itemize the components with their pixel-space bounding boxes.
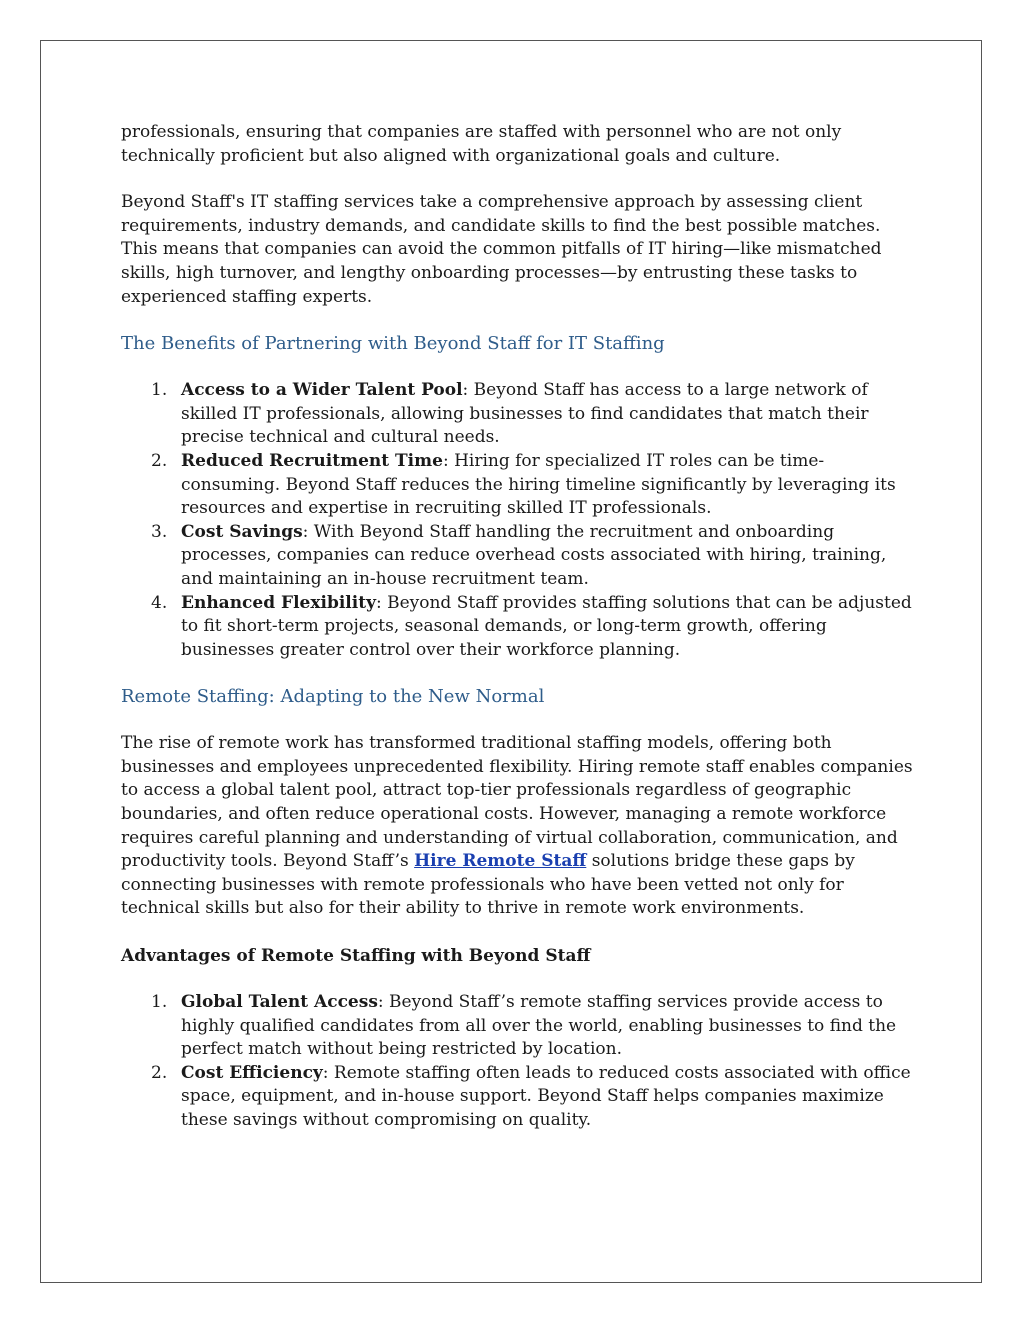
remote-heading: Remote Staffing: Adapting to the New Normal — [121, 686, 545, 708]
list-item-text: : Beyond Staff has access to a large network of skilled IT professionals, allowing businesses to find candidates that match their precise technical and cultural needs. — [181, 380, 869, 448]
list-item-title: Cost Efficiency — [181, 1062, 323, 1083]
list-item-text: : Beyond Staff’s remote staffing services provide access to highly qualified candidates from all over the world, enabling businesses to find the perfect match without being restricted by location. — [181, 992, 897, 1060]
list-item-text: : Hiring for specialized IT roles can be time-consuming. Beyond Staff reduces the hiring timeline significantly by leveraging its resources and expertise in recruiting skilled IT professionals. — [181, 450, 896, 519]
remote-paragraph — [121, 732, 921, 921]
list-number: 1. — [151, 380, 168, 401]
document-body — [121, 121, 921, 1133]
list-item-text: : Remote staffing often leads to reduced costs associated with office space, equipment, and in-house support. Beyond Staff helps companies maximize these savings without compromising on quality. — [181, 1062, 911, 1130]
advantages-list — [121, 991, 921, 1133]
benefits-heading: The Benefits of Partnering with Beyond Staff for IT Staffing — [121, 333, 665, 355]
list-item-text: : Beyond Staff provides staffing solutions that can be adjusted to fit short-term projects, seasonal demands, or long-term growth, offering businesses greater control over their workforce planning. — [181, 592, 912, 660]
hire-remote-staff-link[interactable]: Hire Remote Staff — [414, 851, 587, 872]
list-item — [121, 450, 921, 521]
list-item-title: Access to a Wider Talent Pool — [181, 380, 463, 401]
list-item-title: Reduced Recruitment Time — [181, 450, 443, 471]
advantages-heading: Advantages of Remote Staffing with Beyond Staff — [121, 946, 591, 967]
list-number: 3. — [151, 521, 168, 542]
list-item — [121, 991, 921, 1062]
list-number: 2. — [151, 1062, 168, 1083]
list-item — [121, 1062, 921, 1133]
list-item — [121, 592, 921, 663]
list-item — [121, 379, 921, 450]
list-number: 1. — [151, 992, 168, 1013]
remote-paragraph-text-after: solutions bridge these gaps by connecting businesses with remote professionals who have been vetted not only for technical skills but also for their ability to thrive in remote work environments. — [121, 851, 855, 919]
list-item-text: : With Beyond Staff handling the recruitment and onboarding processes, companies can reduce overhead costs associated with hiring, training, and maintaining an in-house recruitment team. — [181, 521, 887, 589]
remote-paragraph-text-before: The rise of remote work has transformed traditional staffing models, offering both businesses and employees unprecedented flexibility. Hiring remote staff enables companies to access a global talent pool, attract top-tier professionals regardless of geographic boundaries, and often reduce operational costs. However, managing a remote workforce requires careful planning and understanding of virtual collaboration, communication, and productivity tools. Beyond Staff’s — [121, 733, 913, 872]
benefits-list — [121, 379, 921, 662]
list-number: 2. — [151, 450, 168, 471]
approach-paragraph: Beyond Staff's IT staffing services take a comprehensive approach by assessing client requirements, industry demands, and candidate skills to find the best possible matches. This means that companies can avoid the common pitfalls of IT hiring—like mismatched skills, high turnover, and lengthy onboarding processes—by entrusting these tasks to experienced staffing experts. — [121, 192, 882, 307]
list-item-title: Global Talent Access — [181, 992, 378, 1013]
list-item-title: Cost Savings — [181, 521, 303, 542]
list-item-title: Enhanced Flexibility — [181, 592, 376, 613]
list-number: 4. — [151, 592, 168, 613]
list-item — [121, 521, 921, 592]
intro-continuation-paragraph: professionals, ensuring that companies are staffed with personnel who are not only technically proficient but also aligned with organizational goals and culture. — [121, 122, 842, 166]
